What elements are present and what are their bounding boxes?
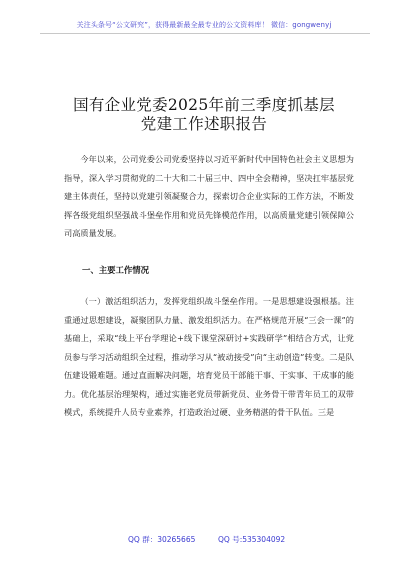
footer-qq-number: QQ 号:535304092 <box>218 535 286 544</box>
footer-qq-group: QQ 群：30265665 <box>128 535 196 544</box>
document-title-line1: 国有企业党委2025年前三季度抓基层 <box>73 96 335 114</box>
header-divider <box>40 33 370 34</box>
document-title-line2: 党建工作述职报告 <box>140 115 268 133</box>
section-heading: 一、主要工作情况 <box>82 265 149 275</box>
section-paragraph: （一）激活组织活力，发挥党组织战斗堡垒作用。一是思想建设强根基。注重通过思想建设，凝聚团队力量、激发组织活力。在严格规范开展“三会一课”的基础上，采取“线上平台学理论+线下课堂深研讨+实践研学”相结合方式，让党员参与学习活动组织全过程，推动学习从“被动接受”向“主动创造”转变。二是队伍建设锻难题。通过直面解决问题，培育党员干部能干事、干实事、干成事的能力。优化基层治理架构，通过实施老党员带新党员、业务骨干带青年员工的双带模式，系统提升人员专业素养，打造政治过硬、业务精湛的骨干队伍。三是 <box>64 296 354 417</box>
header-banner: 关注头条号“公文研究”，获得最新最全最专业的公文资料库！ 微信：gongwenyj <box>76 21 332 29</box>
intro-paragraph: 今年以来，公司党委公司党委坚持以习近平新时代中国特色社会主义思想为指导，深入学习贯彻党的二十大和二十届三中、四中全会精神，坚决扛牢基层党建主体责任，坚持以党建引领凝聚合力，探索切合企业实际的工作方法，不断发挥各级党组织坚强战斗堡垒作用和党员先锋模范作用，以高质量党建引领保障公司高质量发展。 <box>64 154 354 238</box>
